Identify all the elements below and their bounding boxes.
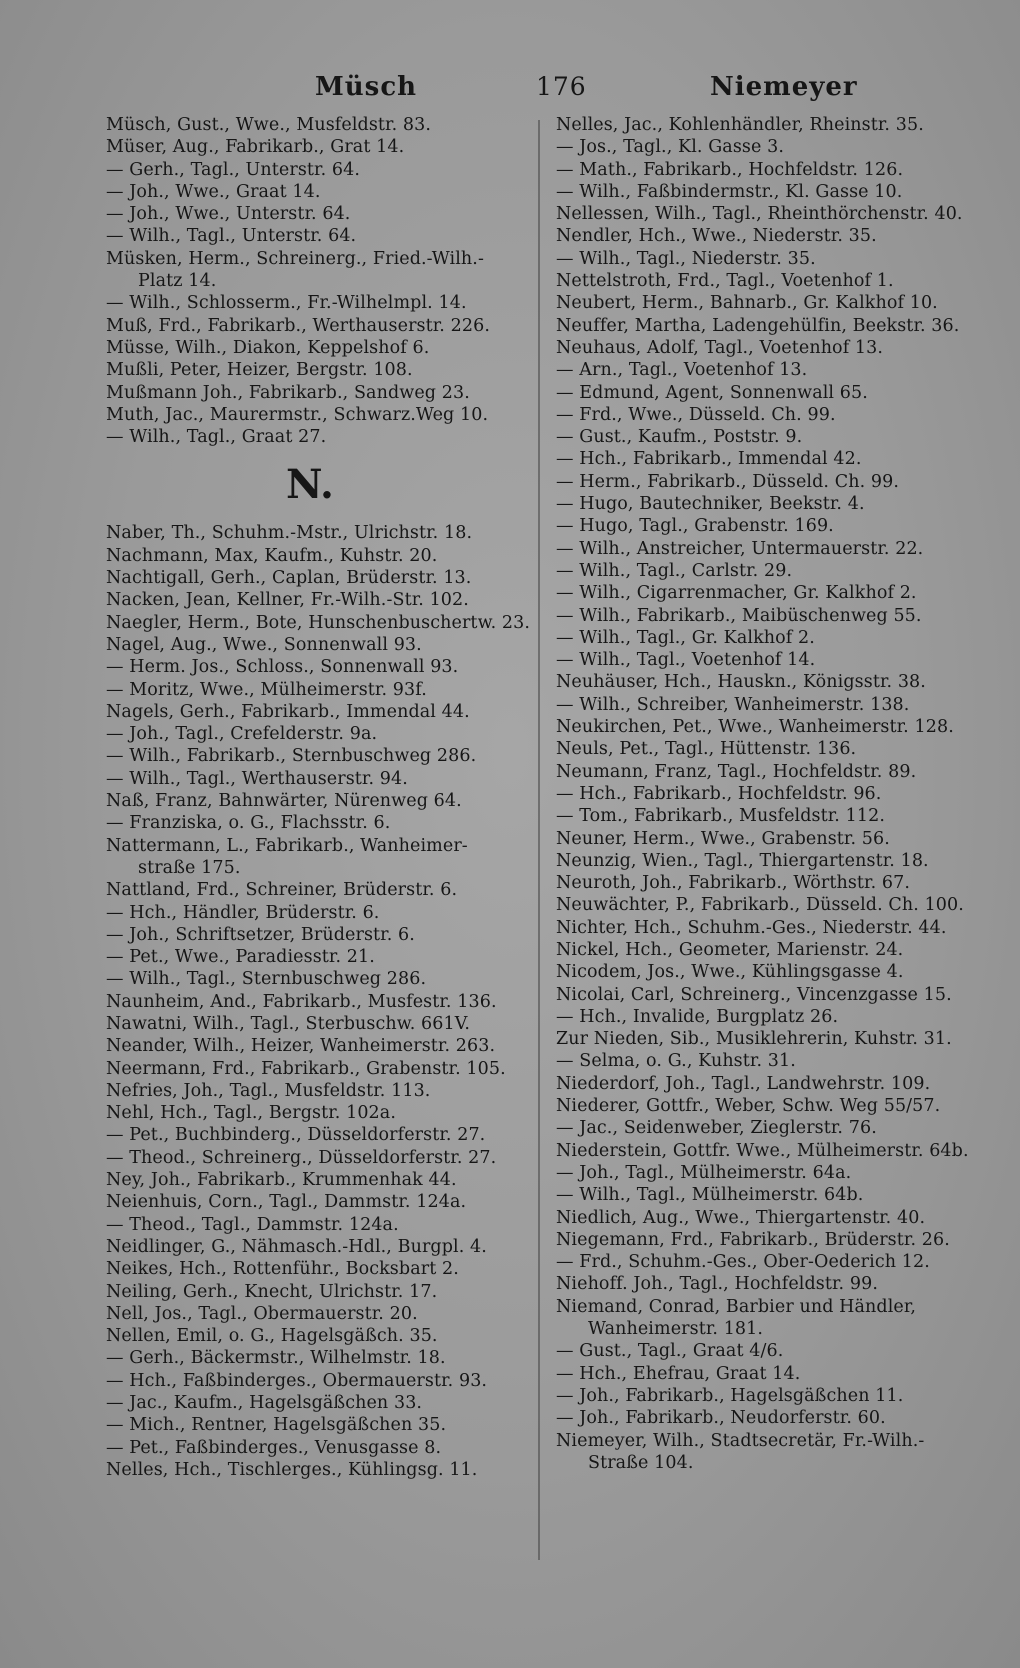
- directory-entry: Niemand, Conrad, Barbier und Händler,: [556, 1296, 917, 1317]
- directory-entry: — Wilh., Tagl., Mülheimerstr. 64b.: [556, 1185, 864, 1206]
- directory-entry: — Wilh., Tagl., Sternbuschweg 286.: [106, 969, 427, 990]
- directory-entry: — Hch., Fabrikarb., Immendal 42.: [556, 449, 862, 470]
- directory-entry: Neunzig, Wien., Tagl., Thiergartenstr. 18.: [556, 850, 929, 871]
- directory-entry: Wanheimerstr. 181.: [588, 1319, 764, 1340]
- directory-entry: Naunheim, And., Fabrikarb., Musfestr. 136.: [106, 991, 497, 1012]
- directory-entry: Nawatni, Wilh., Tagl., Sterbuschw. 661V.: [106, 1013, 471, 1034]
- directory-entry: — Wilh., Schlosserm., Fr.-Wilhelmpl. 14.: [106, 293, 467, 314]
- left-entries-b: [106, 522, 534, 1481]
- directory-entry: Neuroth, Joh., Fabrikarb., Wörthstr. 67.: [556, 873, 911, 894]
- directory-entry: — Jac., Kaufm., Hagelsgäßchen 33.: [106, 1393, 423, 1414]
- directory-entry: Neukirchen, Pet., Wwe., Wanheimerstr. 128.: [556, 717, 954, 738]
- directory-entry: Mußmann Joh., Fabrikarb., Sandweg 23.: [106, 382, 470, 403]
- directory-entry: — Wilh., Schreiber, Wanheimerstr. 138.: [556, 694, 910, 715]
- directory-entry: straße 175.: [138, 857, 241, 878]
- header-left-catchword: Müsch: [315, 72, 418, 102]
- directory-entry: Nachmann, Max, Kaufm., Kuhstr. 20.: [106, 545, 438, 566]
- directory-entry: — Hch., Händler, Brüderstr. 6.: [106, 902, 380, 923]
- left-entries-a: [106, 114, 534, 448]
- directory-entry: Nicodem, Jos., Wwe., Kühlingsgasse 4.: [556, 962, 904, 983]
- directory-entry: — Herm., Fabrikarb., Düsseld. Ch. 99.: [556, 471, 900, 492]
- directory-entry: — Hugo, Bautechniker, Beekstr. 4.: [556, 494, 865, 515]
- directory-entry: Naber, Th., Schuhm.-Mstr., Ulrichstr. 18.: [106, 523, 473, 544]
- directory-entry: — Wilh., Tagl., Voetenhof 14.: [556, 650, 816, 671]
- directory-entry: Niedlich, Aug., Wwe., Thiergartenstr. 40.: [556, 1207, 926, 1228]
- directory-entry: — Hch., Invalide, Burgplatz 26.: [556, 1006, 839, 1027]
- directory-entry: — Math., Fabrikarb., Hochfeldstr. 126.: [556, 159, 904, 180]
- directory-entry: Müsch, Gust., Wwe., Musfeldstr. 83.: [106, 115, 432, 135]
- directory-entry: Neuhaus, Adolf, Tagl., Voetenhof 13.: [556, 337, 884, 358]
- directory-entry: — Wilh., Tagl., Niederstr. 35.: [556, 248, 816, 269]
- directory-entry: Neuls, Pet., Tagl., Hüttenstr. 136.: [556, 739, 857, 760]
- directory-entry: Niederer, Gottfr., Weber, Schw. Weg 55/57.: [556, 1096, 941, 1117]
- directory-entry: Muth, Jac., Maurermstr., Schwarz.Weg 10.: [106, 404, 489, 425]
- directory-entry: Neuffer, Martha, Ladengehülfin, Beekstr. 36.: [556, 315, 960, 336]
- right-column: [556, 114, 996, 1474]
- directory-entry: — Theod., Schreinerg., Düsseldorferstr. 27.: [106, 1147, 497, 1168]
- directory-entry: — Edmund, Agent, Sonnenwall 65.: [556, 382, 868, 403]
- directory-entry: Nachtigall, Gerh., Caplan, Brüderstr. 13.: [106, 568, 472, 589]
- directory-entry: Nehl, Hch., Tagl., Bergstr. 102a.: [106, 1103, 396, 1124]
- directory-entry: — Theod., Tagl., Dammstr. 124a.: [106, 1214, 399, 1235]
- directory-entry: — Pet., Faßbinderges., Venusgasse 8.: [106, 1437, 442, 1458]
- directory-entry: — Wilh., Fabrikarb., Maibüschenweg 55.: [556, 605, 922, 626]
- directory-entry: Neermann, Frd., Fabrikarb., Grabenstr. 105.: [106, 1058, 506, 1079]
- directory-entry: Niederdorf, Joh., Tagl., Landwehrstr. 109.: [556, 1073, 931, 1094]
- directory-entry: — Pet., Buchbinderg., Düsseldorferstr. 27.: [106, 1125, 486, 1146]
- directory-entry: — Joh., Wwe., Unterstr. 64.: [106, 204, 351, 225]
- directory-entry: Neikes, Hch., Rottenführ., Bocksbart 2.: [106, 1259, 459, 1280]
- directory-entry: Nagel, Aug., Wwe., Sonnenwall 93.: [106, 634, 422, 655]
- directory-entry: — Joh., Tagl., Crefelderstr. 9a.: [106, 724, 378, 745]
- directory-entry: Nettelstroth, Frd., Tagl., Voetenhof 1.: [556, 271, 894, 292]
- directory-entry: — Joh., Tagl., Mülheimerstr. 64a.: [556, 1162, 852, 1183]
- directory-entry: Neuner, Herm., Wwe., Grabenstr. 56.: [556, 828, 890, 849]
- directory-entry: — Jac., Seidenweber, Zieglerstr. 76.: [556, 1118, 877, 1139]
- directory-entry: Nell, Jos., Tagl., Obermauerstr. 20.: [106, 1303, 418, 1324]
- page-header: [0, 64, 1020, 108]
- directory-entry: Neumann, Franz, Tagl., Hochfeldstr. 89.: [556, 761, 917, 782]
- directory-entry: Ney, Joh., Fabrikarb., Krummenhak 44.: [106, 1170, 457, 1191]
- directory-entry: Nicolai, Carl, Schreinerg., Vincenzgasse 15.: [556, 984, 952, 1005]
- directory-entry: Neuwächter, P., Fabrikarb., Düsseld. Ch. 100.: [556, 895, 964, 916]
- directory-entry: Müser, Aug., Fabrikarb., Grat 14.: [106, 137, 405, 158]
- page-number: 176: [536, 72, 587, 101]
- directory-entry: Mußli, Peter, Heizer, Bergstr. 108.: [106, 360, 413, 381]
- directory-entry: Naegler, Herm., Bote, Hunschenbuschertw. 23.: [106, 612, 531, 633]
- directory-entry: Platz 14.: [138, 271, 217, 292]
- directory-entry: Niegemann, Frd., Fabrikarb., Brüderstr. 26.: [556, 1229, 950, 1250]
- directory-entry: — Hch., Ehefrau, Graat 14.: [556, 1363, 801, 1384]
- directory-entry: — Wilh., Tagl., Gr. Kalkhof 2.: [556, 627, 815, 648]
- directory-entry: Neienhuis, Corn., Tagl., Dammstr. 124a.: [106, 1192, 467, 1213]
- directory-entry: Niederstein, Gottfr. Wwe., Mülheimerstr. 64b.: [556, 1140, 969, 1161]
- directory-entry: Neander, Wilh., Heizer, Wanheimerstr. 263.: [106, 1036, 496, 1057]
- directory-entry: — Gerh., Tagl., Unterstr. 64.: [106, 159, 361, 180]
- directory-entry: — Hugo, Tagl., Grabenstr. 169.: [556, 516, 834, 537]
- directory-entry: Nendler, Hch., Wwe., Niederstr. 35.: [556, 226, 877, 247]
- directory-entry: — Herm. Jos., Schloss., Sonnenwall 93.: [106, 657, 459, 678]
- directory-entry: — Frd., Schuhm.-Ges., Ober-Oederich 12.: [556, 1252, 930, 1273]
- directory-entry: Müsse, Wilh., Diakon, Keppelshof 6.: [106, 337, 430, 358]
- directory-entry: Nacken, Jean, Kellner, Fr.-Wilh.-Str. 102.: [106, 590, 469, 611]
- directory-entry: — Jos., Tagl., Kl. Gasse 3.: [556, 137, 785, 158]
- directory-entry: — Joh., Schriftsetzer, Brüderstr. 6.: [106, 924, 415, 945]
- directory-entry: — Arn., Tagl., Voetenhof 13.: [556, 360, 808, 381]
- directory-entry: Zur Nieden, Sib., Musiklehrerin, Kuhstr. 31.: [556, 1029, 952, 1050]
- directory-entry: — Pet., Wwe., Paradiesstr. 21.: [106, 947, 375, 968]
- directory-entry: — Frd., Wwe., Düsseld. Ch. 99.: [556, 404, 836, 425]
- directory-entry: Nelles, Jac., Kohlenhändler, Rheinstr. 35.: [556, 115, 924, 135]
- directory-entry: — Selma, o. G., Kuhstr. 31.: [556, 1051, 796, 1072]
- directory-entry: Neubert, Herm., Bahnarb., Gr. Kalkhof 10.: [556, 293, 938, 314]
- directory-entry: Nattermann, L., Fabrikarb., Wanheimer-: [106, 835, 468, 856]
- directory-entry: Nattland, Frd., Schreiner, Brüderstr. 6.: [106, 880, 458, 901]
- directory-entry: — Gust., Kaufm., Poststr. 9.: [556, 427, 803, 448]
- directory-entry: Nellen, Emil, o. G., Hagelsgäßch. 35.: [106, 1326, 438, 1347]
- directory-entry: Neuhäuser, Hch., Hauskn., Königsstr. 38.: [556, 672, 926, 693]
- directory-entry: — Wilh., Cigarrenmacher, Gr. Kalkhof 2.: [556, 583, 917, 604]
- directory-entry: — Hch., Fabrikarb., Hochfeldstr. 96.: [556, 783, 882, 804]
- directory-entry: — Wilh., Fabrikarb., Sternbuschweg 286.: [106, 746, 477, 767]
- directory-entry: Nickel, Hch., Geometer, Marienstr. 24.: [556, 939, 904, 960]
- directory-entry: Niemeyer, Wilh., Stadtsecretär, Fr.-Wilh.-: [556, 1430, 925, 1451]
- directory-entry: — Joh., Fabrikarb., Neudorferstr. 60.: [556, 1408, 886, 1429]
- directory-entry: Nefries, Joh., Tagl., Musfeldstr. 113.: [106, 1080, 431, 1101]
- directory-entry: — Gust., Tagl., Graat 4/6.: [556, 1341, 784, 1362]
- left-column: [106, 114, 534, 1481]
- directory-entry: Neiling, Gerh., Knecht, Ulrichstr. 17.: [106, 1281, 438, 1302]
- directory-entry: — Mich., Rentner, Hagelsgäßchen 35.: [106, 1415, 447, 1436]
- directory-entry: — Hch., Faßbinderges., Obermauerstr. 93.: [106, 1370, 488, 1391]
- directory-entry: — Wilh., Tagl., Carlstr. 29.: [556, 560, 793, 581]
- section-letter-heading: N.: [286, 461, 334, 509]
- directory-entry: — Wilh., Tagl., Graat 27.: [106, 427, 327, 448]
- directory-entry: Nichter, Hch., Schuhm.-Ges., Niederstr. 44.: [556, 917, 947, 938]
- directory-entry: Nelles, Hch., Tischlerges., Kühlingsg. 11.: [106, 1459, 478, 1480]
- directory-entry: — Gerh., Bäckermstr., Wilhelmstr. 18.: [106, 1348, 446, 1369]
- directory-entry: — Joh., Fabrikarb., Hagelsgäßchen 11.: [556, 1385, 904, 1406]
- directory-entry: Muß, Frd., Fabrikarb., Werthauserstr. 226.: [106, 315, 490, 336]
- directory-entry: — Joh., Wwe., Graat 14.: [106, 181, 321, 202]
- directory-entry: Neidlinger, G., Nähmasch.-Hdl., Burgpl. 4.: [106, 1236, 487, 1257]
- directory-entry: — Wilh., Tagl., Werthauserstr. 94.: [106, 768, 408, 789]
- directory-entry: Straße 104.: [588, 1452, 694, 1473]
- header-right-catchword: Niemeyer: [710, 72, 858, 102]
- column-divider: [538, 120, 540, 1560]
- directory-entry: — Wilh., Anstreicher, Untermauerstr. 22.: [556, 538, 924, 559]
- directory-entry: — Moritz, Wwe., Mülheimerstr. 93f.: [106, 679, 427, 700]
- directory-entry: — Tom., Fabrikarb., Musfeldstr. 112.: [556, 806, 885, 827]
- directory-entry: Naß, Franz, Bahnwärter, Nürenweg 64.: [106, 791, 462, 812]
- directory-entry: Nellessen, Wilh., Tagl., Rheinthörchenstr. 40.: [556, 204, 963, 225]
- directory-entry: — Franziska, o. G., Flachsstr. 6.: [106, 813, 391, 834]
- directory-entry: Niehoff. Joh., Tagl., Hochfeldstr. 99.: [556, 1274, 878, 1295]
- directory-entry: — Wilh., Tagl., Unterstr. 64.: [106, 226, 357, 247]
- directory-entry: — Wilh., Faßbindermstr., Kl. Gasse 10.: [556, 181, 903, 202]
- directory-entry: Nagels, Gerh., Fabrikarb., Immendal 44.: [106, 701, 470, 722]
- directory-entry: Müsken, Herm., Schreinerg., Fried.-Wilh.-: [106, 248, 484, 269]
